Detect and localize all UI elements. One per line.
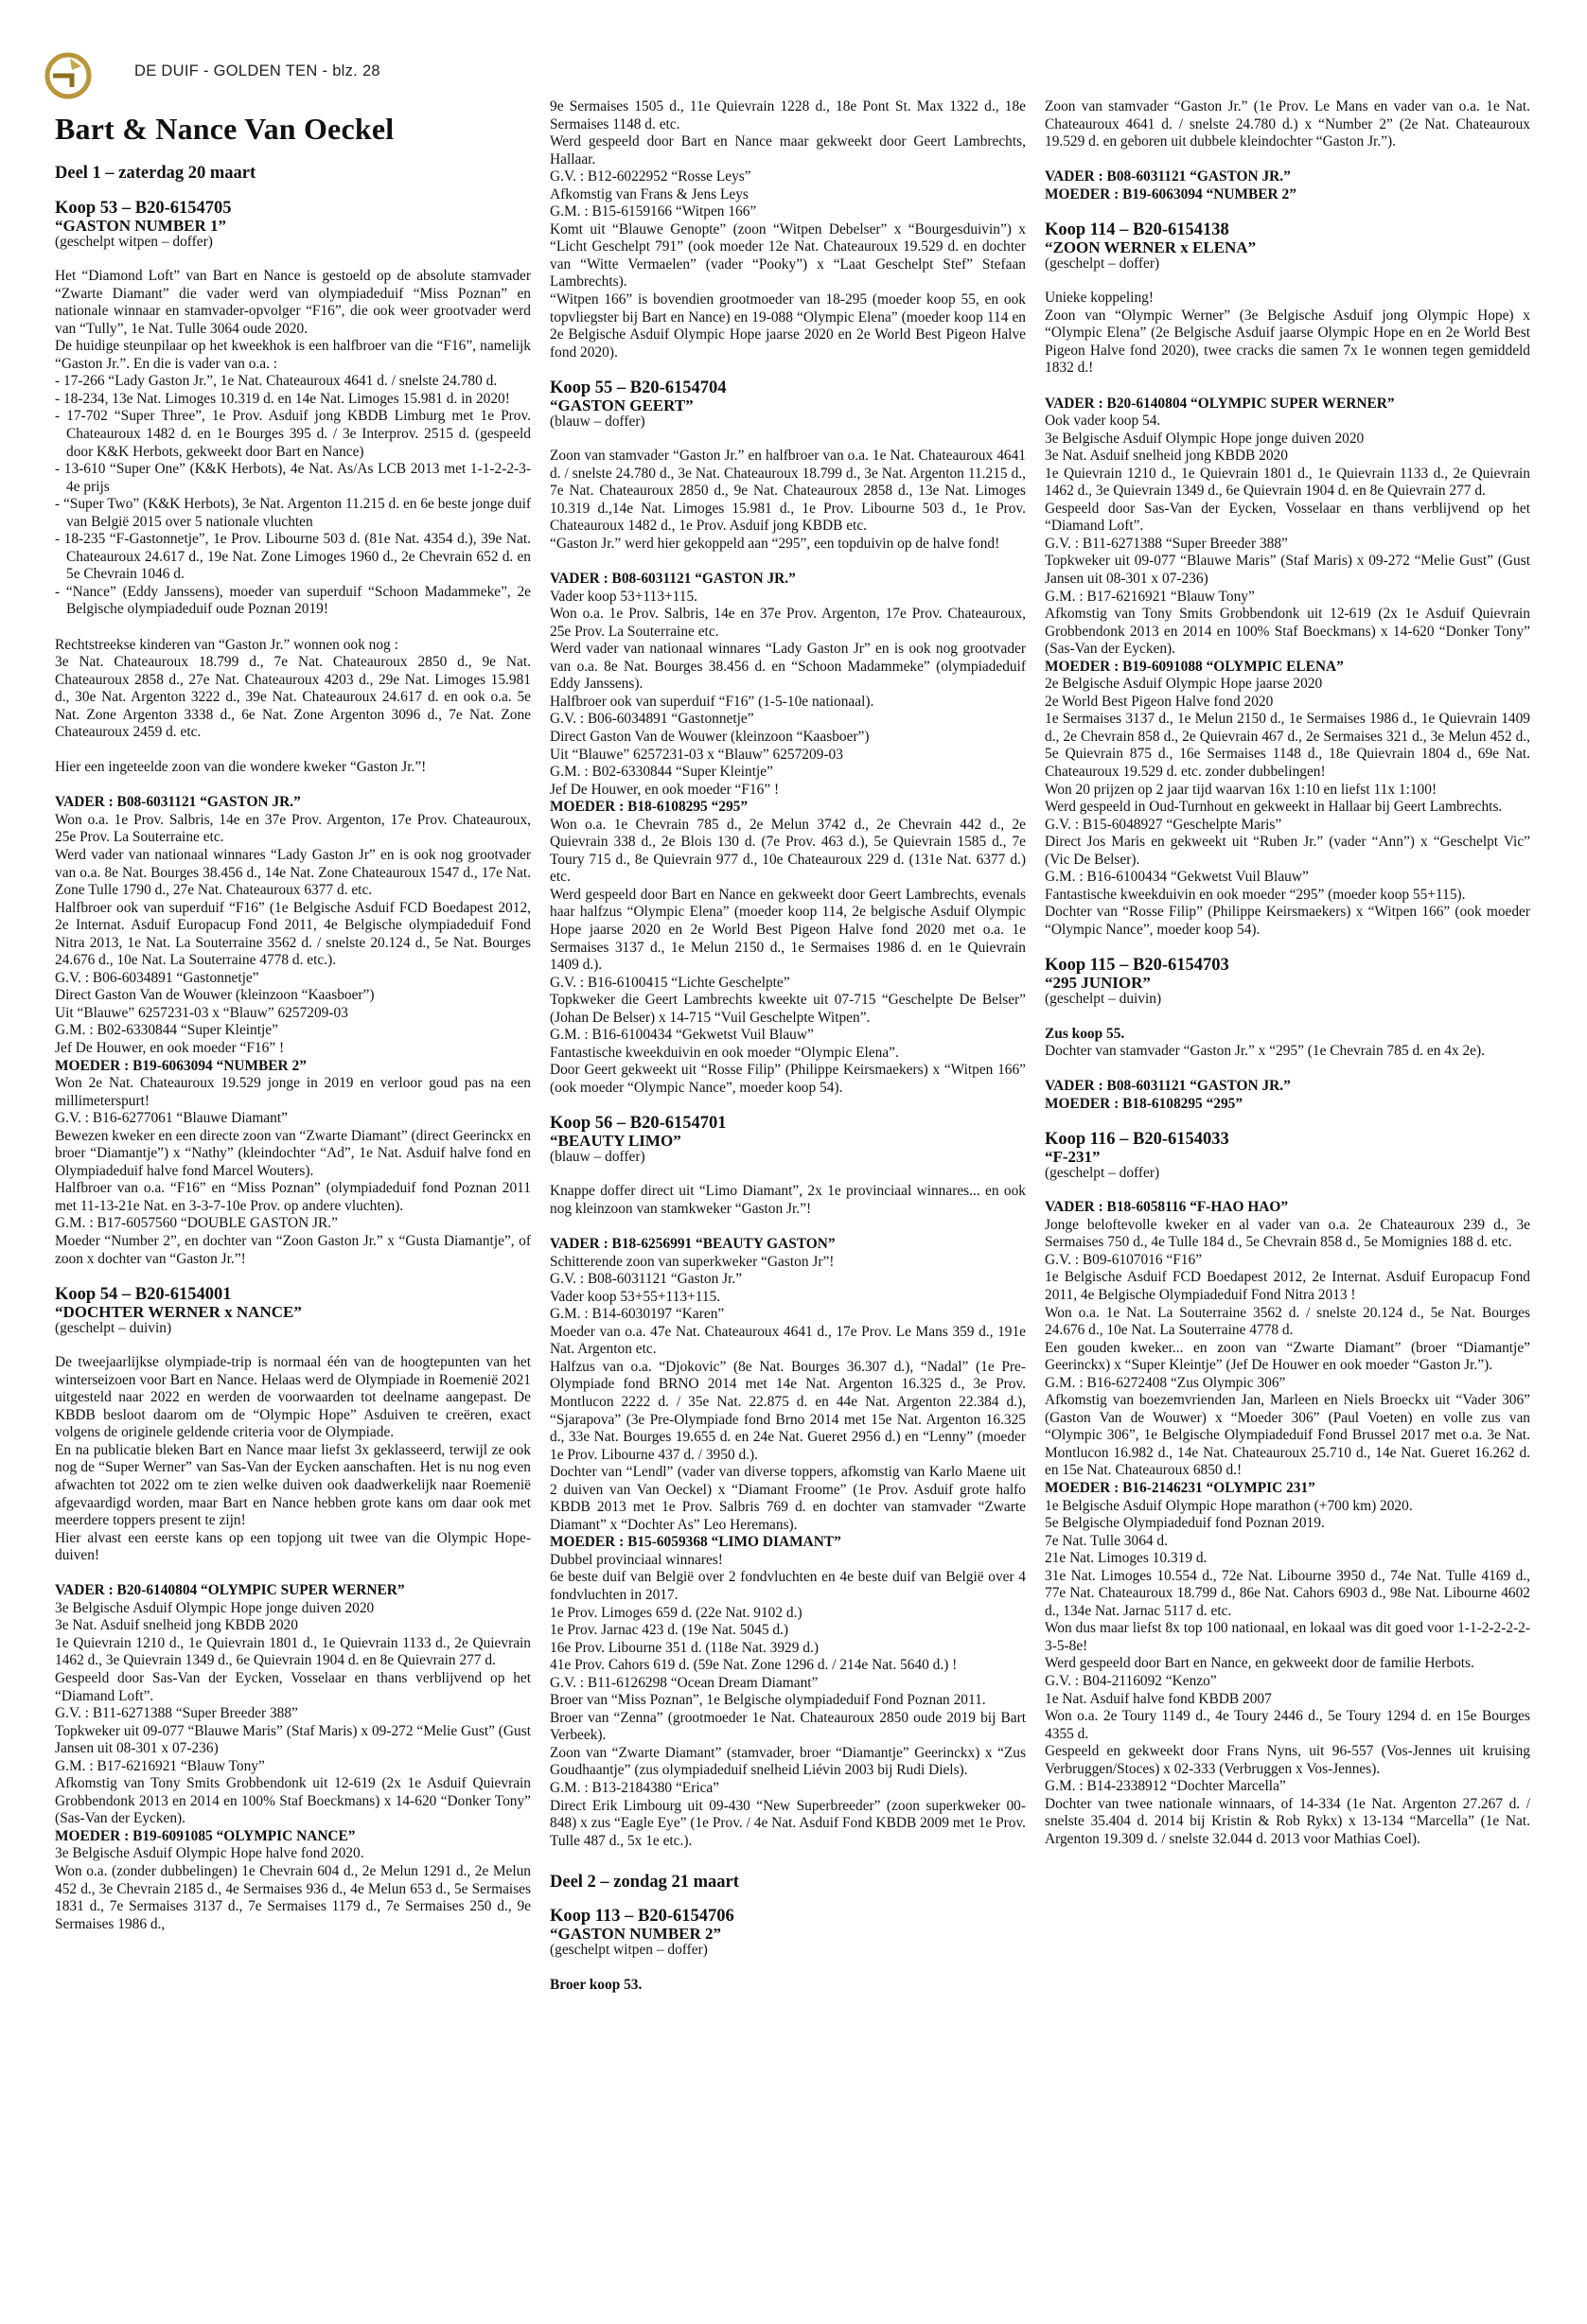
paragraph: Dochter van stamvader “Gaston Jr.” x “295” (1e Chevrain 785 d. en 4x 2e).	[1045, 1043, 1485, 1060]
paragraph: 1e Belgische Asduif Olympic Hope marathon (+700 km) 2020. 5e Belgische Olympiadeduif fond Poznan 2019. 7e Nat. Tulle 3064 d. 21e Nat. Limoges 10.319 d. 31e Nat. Limoges 10.554 d., 72e Nat. Libourne 3950 d., 74e Nat. Tulle 4169 d., 77e Nat. Chateauroux 18.799 d., 86e Nat. Cahors 6903 d., 98e Nat. Libourne 4602 d., 134e Nat. Jarnac 5117 d. etc. Won dus maar liefst 8x top 100 nationaal, en lokaal was dit goed voor 1-1-2-2-2-2-3-5-8e! Werd gespeeld door Bart en Nance, en gekweekt door de familie Herbots. G.V. : B04-2116092 “Kenzo” 1e Nat. Asduif halve fond KBDB 2007 Won o.a. 2e Toury 1149 d., 4e Toury 2446 d., 5e Toury 1294 d. en 15e Bourges 4355 d. Gespeeld en gekweekt door Frans Nyns, uit 96-557 (Vos-Jennes uit kruising Verbruggen/Stoces) x 02-333 (Verbruggen x Vos-Jennes). G.M. : B14-2338912 “Dochter Marcella” Dochter van twee nationale winnaars, of 14-334 (1e Nat. Argenton 27.267 d. / snelste 35.404 d. 2014 bij Kristin & Rob Rykx) x 13-134 “Marcella” (1e Nat. Argenton 19.309 d. / snelste 32.044 d. 2013 voor Mathias Coel).	[1045, 1497, 1530, 1847]
paragraph: Hier een ingeteelde zoon van die wondere kweker “Gaston Jr.”!	[55, 759, 427, 776]
list-item: - 17-266 “Lady Gaston Jr.”, 1e Nat. Chateauroux 4641 d. / snelste 24.780 d.	[55, 373, 498, 390]
list-item: - 18-235 “F-Gastonnetje”, 1e Prov. Libourne 503 d. (81e Nat. 4354 d.), 39e Nat. Chateauroux 24.617 d., 19e Nat. Zone Limoges 1960 d., 2e Chevrain 652 d. en 5e Chevrain 1046 d.	[55, 531, 531, 583]
lot-description: (geschelpt – doffer)	[1045, 255, 1160, 272]
dam-heading: MOEDER : B18-6108295 “295”	[1045, 1095, 1243, 1112]
column-2	[550, 98, 1026, 1994]
paragraph: 9e Sermaises 1505 d., 11e Quievrain 1228 d., 18e Pont St. Max 1322 d., 18e Sermaises 1148 d. etc. Werd gespeeld door Bart en Nance maar gekweekt door Geert Lambrechts, Hallaar. G.V. : B12-6022952 “Rosse Leys” Afkomstig van Frans & Jens Leys G.M. : B15-6159166 “Witpen 166” Komt uit “Blauwe Genopte” (zoon “Witpen Debelser” x “Bourgesduivin”) x “Licht Geschelpt 791” (ook moeder 12e Nat. Chateauroux 19.529 d. en dochter van “Witte Vermaelen” (vader “Pooky”) x “Laat Geschelpt Stef” Stefaan Lambrechts). “Witpen 166” is bovendien grootmoeder van 18-295 (moeder koop 55, en ook topvliegster bij Bart en Nance) en 19-088 “Olympic Elena” (moeder koop 114 en 2e Belgische Asduif Olympic Hope jaarse 2020 en 2e World Best Pigeon Halve fond 2020).	[550, 98, 1026, 361]
paragraph: Rechtstreekse kinderen van “Gaston Jr.” wonnen ook nog : 3e Nat. Chateauroux 18.799 d., 7e Nat. Chateauroux 2850 d., 9e Nat. Chateauroux 2858 d., 27e Nat. Chateauroux 4203 d., 29e Nat. Limoges 15.981 d., 30e Nat. Argenton 3222 d., 39e Nat. Chateauroux 24.617 d. en ook o.a. 5e Nat. Zone Argenton 3338 d., 6e Nat. Zone Argenton 3096 d., 7e Nat. Zone Chateauroux 2459 d. etc.	[55, 636, 531, 741]
header-text: DE DUIF - GOLDEN TEN - blz. 28	[134, 62, 380, 79]
paragraph: Jonge beloftevolle kweker en al vader van o.a. 2e Chateauroux 239 d., 3e Sermaises 750 d., 4e Tulle 184 d., 5e Chevrain 858 d., 5e Momignies 188 d. etc. G.V. : B09-6107016 “F16” 1e Belgische Asduif FCD Boedapest 2012, 2e Internat. Asduif Europacup Fond 2011, 4e Belgische Olympiadeduif Fond Nitra 2013 ! Won o.a. 1e Nat. La Souterraine 3562 d. / snelste 20.124 d., 5e Nat. Bourges 24.676 d., 10e Nat. La Souterraine 4778 d. Een gouden kweker... en zoon van “Zwarte Diamant” (broer “Diamantje” Geerinckx) x “Super Kleintje” (Jef De Houwer en ook moeder “Gaston Jr.”). G.M. : B16-6272408 “Zus Olympic 306” Afkomstig van boezemvrienden Jan, Marleen en Niels Broeckx uit “Vader 306” (Gaston Van de Wouwer) x “Moeder 306” (Paul Voeten) en volle zus van “Olympic 306”, 1e Belgische Olympiadeduif Fond Brussel 2017 met o.a. 3e Nat. Montlucon 16.982 d., 14e Nat. Chateauroux 25.710 d., 14e Nat. Gueret 16.262 d. en 15e Nat. Chateauroux 6850 d.!	[1045, 1216, 1530, 1479]
lot-name: “BEAUTY LIMO”	[550, 1131, 681, 1150]
list-item: - “Nance” (Eddy Janssens), moeder van superduif “Schoon Madammeke”, 2e Belgische olympiadeduif oude Poznan 2019!	[55, 583, 531, 618]
paragraph: Won o.a. 1e Chevrain 785 d., 2e Melun 3742 d., 2e Chevrain 442 d., 2e Quievrain 338 d., 2e Blois 130 d. (7e Prov. 463 d.), 5e Quievrain 1585 d., 7e Toury 715 d., 8e Quievrain 977 d., 10e Chateauroux 229 d. (131e Nat. 6377 d.) etc. Werd gespeeld door Bart en Nance en gekweekt door Geert Lambrechts, evenals haar halfzus “Olympic Elena” (moeder koop 114, 2e belgische Asduif Olympic Hope jaarse 2020 en 2e World Best Pigeon Halve fond 2020 met o.a. 1e Sermaises 3137 d., 1e Melun 2150 d., 1e Sermaises 1986 d. en 1e Quievrain 1409 d.). G.V. : B16-6100415 “Lichte Geschelpte” Topkweker die Geert Lambrechts kweekte uit 07-715 “Geschelpte De Belser” (Johan De Belser) x 14-715 “Vuil Geschelpte Witpen”. G.M. : B16-6100434 “Gekwetst Vuil Blauw” Fantastische kweekduivin en ook moeder “Olympic Elena”. Door Geert gekweekt uit “Rosse Filip” (Philippe Keirsmaekers) x “Witpen 166” (ook moeder “Olympic Nance”, moeder koop 54).	[550, 816, 1026, 1096]
lot-description: (geschelpt witpen – doffer)	[55, 233, 213, 250]
lot-number: Koop 56 – B20-6154701	[550, 1113, 727, 1133]
lot-name: “DOCHTER WERNER x NANCE”	[55, 1302, 302, 1321]
sire-heading: VADER : B18-6256991 “BEAUTY GASTON”	[550, 1236, 836, 1253]
paragraph: Won 2e Nat. Chateauroux 19.529 jonge in 2019 en verloor goud pas na een millimeterspurt! G.V. : B16-6277061 “Blauwe Diamant” Bewezen kweker en een directe zoon van “Zwarte Diamant” (direct Geerinckx en broer “Diamantje”) x “Nathy” (kleindochter “Ad”, 1e Nat. Asduif halve fond en Olympiadeduif halve fond Marcel Wouters). Halfbroer van o.a. “F16” en “Miss Poznan” (olympiadeduif fond Poznan 2011 met 11-13-21e Nat. en 3-3-7-10e Prov. op andere vluchten). G.M. : B17-6057560 “DOUBLE GASTON JR.” Moeder “Number 2”, en dochter van “Zoon Gaston Jr.” x “Gusta Diamantje”, of zoon x dochter van “Gaston Jr.”!	[55, 1075, 531, 1267]
lot-number: Koop 55 – B20-6154704	[550, 378, 727, 397]
paragraph: 3e Belgische Asduif Olympic Hope jonge duiven 2020 3e Nat. Asduif snelheid jong KBDB 2020 1e Quievrain 1210 d., 1e Quievrain 1801 d., 1e Quievrain 1133 d., 2e Quievrain 1462 d., 3e Quievrain 1349 d., 6e Quievrain 1904 d. en 8e Quievrain 277 d. Gespeeld door Sas-Van der Eycken, Vosselaar en thans verblijvend op het “Diamand Loft”. G.V. : B11-6271388 “Super Breeder 388” Topkweker uit 09-077 “Blauwe Maris” (Staf Maris) x 09-272 “Melie Gust” (Gust Jansen uit 08-301 x 07-236) G.M. : B17-6216921 “Blauw Tony” Afkomstig van Tony Smits Grobbendonk uit 12-619 (2x 1e Asduif Quievrain Grobbendonk 2013 en 2014 en 100% Staf Boeckmans) x 14-620 “Donker Tony” (Sas-Van der Eycken).	[55, 1599, 531, 1827]
lot-description: (geschelpt witpen – doffer)	[550, 1942, 708, 1959]
lot-number: Koop 54 – B20-6154001	[55, 1284, 232, 1304]
section-heading: Deel 1 – zaterdag 20 maart	[55, 164, 256, 183]
lot-number: Koop 116 – B20-6154033	[1045, 1129, 1229, 1149]
paragraph: Zus koop 55.	[1045, 1025, 1125, 1042]
sire-heading: VADER : B08-6031121 “GASTON JR.”	[1045, 168, 1291, 185]
column-3	[1045, 98, 1530, 1848]
column-1	[55, 159, 531, 1933]
lot-name: “F-231”	[1045, 1147, 1101, 1166]
list-item: - 17-702 “Super Three”, 1e Prov. Asduif jong KBDB Limburg met 1e Prov. Chateauroux 1482 d. en 1e Bourges 395 d. / 3e Interprov. 2515 d. (gespeeld door K&K Herbots, gekweekt door Bart en Nance)	[55, 408, 531, 460]
paragraph: Vader koop 53+113+115. Won o.a. 1e Prov. Salbris, 14e en 37e Prov. Argenton, 17e Prov. Chateauroux, 25e Prov. La Souterraine etc. Werd vader van nationaal winnares “Lady Gaston Jr” en is ook nog grootvader van o.a. 8e Nat. Bourges 38.456 d. en “Schoon Madammeke” (olympiadeduif Eddy Janssens). Halfbroer ook van superduif “F16” (1-5-10e nationaal). G.V. : B06-6034891 “Gastonnetje” Direct Gaston Van de Wouwer (kleinzoon “Kaasboer”) Uit “Blauwe” 6257231-03 x “Blauw” 6257209-03 G.M. : B02-6330844 “Super Kleintje” Jef De Houwer, en ook moeder “F16” !	[550, 588, 1026, 798]
lot-name: “GASTON NUMBER 2”	[550, 1925, 722, 1944]
paragraph: Knappe doffer direct uit “Limo Diamant”, 2x 1e provinciaal winnares... en ook nog kleinzoon van stamkweker “Gaston Jr.”!	[550, 1183, 1026, 1218]
sire-heading: VADER : B08-6031121 “GASTON JR.”	[550, 571, 796, 588]
dam-heading: MOEDER : B19-6063094 “NUMBER 2”	[1045, 185, 1296, 202]
paragraph: Unieke koppeling! Zoon van “Olympic Werner” (3e Belgische Asduif jong Olympic Hope) x “Olympic Elena” (2e Belgische Asduif jaarse Olympic Hope en en 2e World Best Pigeon Halve fond 2020), twee cracks die samen 7x 1e wonnen tegen gemiddeld 1832 d.!	[1045, 290, 1530, 377]
paragraph: Schitterende zoon van superkweker “Gaston Jr”! G.V. : B08-6031121 “Gaston Jr.” Vader koop 53+55+113+115. G.M. : B14-6030197 “Karen” Moeder van o.a. 47e Nat. Chateauroux 4641 d., 17e Prov. Le Mans 359 d., 191e Nat. Argenton etc. Halfzus van o.a. “Djokovic” (8e Nat. Bourges 36.307 d.), “Nadal” (1e Pre-Olympiade fond BRNO 2014 met 14e Nat. Argenton 16.325 d., 3e Prov. Montlucon 2222 d. / 35e Nat. 22.875 d. en 44e Nat. Argenton 22.384 d.), “Sjarapova” (3e Pre-Olympiade fond Brno 2014 met 15e Nat. Argenton 16.325 d., 33e Nat. Bourges 19.655 d. en 24e Nat. Gueret 2956 d.) en “Lenny” (moeder 1e Prov. Libourne 437 d. / 3950 d.). Dochter van “Lendl” (vader van diverse toppers, afkomstig van Karlo Maene uit 2 duiven van Van Oeckel) x “Diamant Froome” (1e Prov. Asduif grote halfo KBDB 2013 met 1e Prov. Salbris 769 d. en dochter van stamvader “Zwarte Diamant” x “Dochter As” Leo Heremans).	[550, 1253, 1026, 1533]
lot-description: (blauw – doffer)	[550, 1148, 645, 1165]
section-heading: Deel 2 – zondag 21 maart	[550, 1872, 739, 1892]
list-item: - 13-610 “Super One” (K&K Herbots), 4e Nat. As/As LCB 2013 met 1-1-2-2-3-4e prijs	[55, 461, 531, 495]
dam-heading: MOEDER : B15-6059368 “LIMO DIAMANT”	[550, 1534, 841, 1551]
paragraph: Het “Diamond Loft” van Bart en Nance is gestoeld op de absolute stamvader “Zwarte Diamant” die vader werd van olympiadeduif “Miss Poznan” en nationale winnaar en stamvader-opvolger “F16”, die ook weer grootvader werd van “Tully”, 1e Nat. Tulle 3064 oude 2020. De huidige steunpilaar op het kweekhok is een halfbroer van die “F16”, namelijk “Gaston Jr.”. En die is vader van o.a. :	[55, 268, 531, 372]
lot-name: “295 JUNIOR”	[1045, 973, 1151, 992]
lot-number: Koop 114 – B20-6154138	[1045, 220, 1229, 239]
paragraph: Zoon van stamvader “Gaston Jr.” en halfbroer van o.a. 1e Nat. Chateauroux 4641 d. / snelste 24.780 d., 3e Nat. Chateauroux 18.799 d., 3e Nat. Argenton 11.215 d., 7e Nat. Chateauroux 2850 d., 9e Nat. Chateauroux 2858 d., 13e Nat. Limoges 10.319 d.,14e Nat. Limoges 15.981 d., 1e Prov. Libourne 503 d., 1e Prov. Chateauroux 1482 d., 1e Prov. Asduif jong KBDB etc. “Gaston Jr.” werd hier gekoppeld aan “295”, een topduivin op de halve fond!	[550, 448, 1026, 552]
lot-description: (blauw – doffer)	[550, 413, 645, 430]
dam-heading: MOEDER : B19-6063094 “NUMBER 2”	[55, 1057, 307, 1074]
sire-heading: VADER : B20-6140804 “OLYMPIC SUPER WERNER”	[55, 1582, 405, 1599]
sire-heading: VADER : B20-6140804 “OLYMPIC SUPER WERNER”	[1045, 395, 1395, 412]
sire-heading: VADER : B08-6031121 “GASTON JR.”	[55, 794, 301, 811]
dam-heading: MOEDER : B19-6091088 “OLYMPIC ELENA”	[1045, 658, 1344, 675]
list-item: - “Super Two” (K&K Herbots), 3e Nat. Argenton 11.215 d. en 6e beste jonge duif van België 2015 over 5 nationale vluchten	[55, 496, 531, 530]
paragraph: Won o.a. 1e Prov. Salbris, 14e en 37e Prov. Argenton, 17e Prov. Chateauroux, 25e Prov. La Souterraine etc. Werd vader van nationaal winnares “Lady Gaston Jr” en is ook nog grootvader van o.a. 8e Nat. Bourges 38.456 d., 14e Nat. Zone Chateauroux 1547 d., 17e Nat. Zone Tulle 1790 d., 27e Nat. Chateauroux 6377 d. etc. Halfbroer ook van superduif “F16” (1e Belgische Asduif FCD Boedapest 2012, 2e Internat. Asduif Europacup Fond 2011, 4e Belgische olympiadeduif Fond Nitra 2013, 1e Nat. La Souterraine 3562 d. / snelste 20.124 d., 5e Nat. Bourges 24.676 d., 10e Nat. La Souterraine 4778 d. etc.). G.V. : B06-6034891 “Gastonnetje” Direct Gaston Van de Wouwer (kleinzoon “Kaasboer”) Uit “Blauwe” 6257231-03 x “Blauw” 6257209-03 G.M. : B02-6330844 “Super Kleintje” Jef De Houwer, en ook moeder “F16” !	[55, 811, 531, 1057]
paragraph: 3e Belgische Asduif Olympic Hope halve fond 2020. Won o.a. (zonder dubbelingen) 1e Chevrain 604 d., 2e Melun 1291 d., 2e Melun 452 d., 3e Chevrain 2185 d., 4e Sermaises 936 d., 4e Melun 653 d., 5e Sermaises 1831 d., 7e Sermaises 3137 d., 7e Sermaises 1179 d., 7e Sermaises 250 d., 9e Sermaises 1986 d.,	[55, 1845, 531, 1932]
paragraph: De tweejaarlijkse olympiade-trip is normaal één van de hoogtepunten van het winterseizoen voor Bart en Nance. Helaas werd de Olympiade in Roemenië 2021 uitgesteld naar 2022 en werden de voorwaarden tot deelname aangepast. De KBDB besloot daarom om de “Olympic Hope” Asduiven te creëren, exact volgens de originele geldende criteria voor de Olympiade. En na publicatie bleken Bart en Nance maar liefst 3x geklasseerd, terwijl ze ook nog de “Super Werner” van Sas-Van der Eycken aanschaften. Het is nu nog even afwachten tot 2022 om te zien welke duiven ook daadwerkelijk naar Roemenië afgevaardigd worden, maar Bart en Nance hebben grote kans om daar ook met meerdere toppers present te zijn! Hier alvast een eerste kans op een topjong uit twee van die Olympic Hope-duiven!	[55, 1354, 531, 1564]
article-title: Bart & Nance Van Oeckel	[55, 112, 395, 146]
dam-heading: MOEDER : B16-2146231 “OLYMPIC 231”	[1045, 1480, 1315, 1496]
lot-description: (geschelpt – duivin)	[55, 1319, 172, 1336]
lot-number: Koop 115 – B20-6154703	[1045, 955, 1229, 975]
paragraph: Broer koop 53.	[550, 1976, 643, 1993]
paragraph: 2e Belgische Asduif Olympic Hope jaarse 2020 2e World Best Pigeon Halve fond 2020 1e Sermaises 3137 d., 1e Melun 2150 d., 1e Sermaises 1986 d., 1e Quievrain 1409 d., 2e Chevrain 858 d., 2e Quievrain 467 d., 2e Sermaises 321 d., 3e Melun 452 d., 5e Quievrain 875 d., 16e Sermaises 1148 d., 18e Quievrain 1804 d., 69e Nat. Chateauroux 19.529 d. etc. zonder dubbelingen! Won 20 prijzen op 2 jaar tijd waarvan 16x 1:10 en liefst 11x 1:100! Werd gespeeld in Oud-Turnhout en gekweekt in Hallaar bij Geert Lambrechts. G.V. : B15-6048927 “Geschelpte Maris” Direct Jos Maris en gekweekt uit “Ruben Jr.” (vader “Ann”) x “Geschelpt Vic” (Vic De Belser). G.M. : B16-6100434 “Gekwetst Vuil Blauw” Fantastische kweekduivin en ook moeder “295” (moeder koop 55+115). Dochter van “Rosse Filip” (Philippe Keirsmaekers) x “Witpen 166” (ook moeder “Olympic Nance”, moeder koop 54).	[1045, 676, 1530, 938]
sire-heading: VADER : B08-6031121 “GASTON JR.”	[1045, 1078, 1291, 1095]
paragraph: Zoon van stamvader “Gaston Jr.” (1e Prov. Le Mans en vader van o.a. 1e Nat. Chateauroux 4641 d. / snelste 24.780 d.) x “Number 2” (2e Nat. Chateauroux 19.529 d. en geboren uit dubbele kleindochter “Gaston Jr.”).	[1045, 98, 1530, 150]
lot-name: “GASTON GEERT”	[550, 396, 694, 414]
dam-heading: MOEDER : B18-6108295 “295”	[550, 799, 749, 816]
lot-description: (geschelpt – doffer)	[1045, 1164, 1160, 1181]
paragraph: Dubbel provinciaal winnares! 6e beste duif van België over 2 fondvluchten en 4e beste duif van België over 4 fondvluchten in 2017. 1e Prov. Limoges 659 d. (22e Nat. 9102 d.) 1e Prov. Jarnac 423 d. (19e Nat. 5045 d.) 16e Prov. Libourne 351 d. (118e Nat. 3929 d.) 41e Prov. Cahors 619 d. (59e Nat. Zone 1296 d. / 214e Nat. 5640 d.) ! G.V. : B11-6126298 “Ocean Dream Diamant” Broer van “Miss Poznan”, 1e Belgische olympiadeduif Fond Poznan 2011. Broer van “Zenna” (grootmoeder 1e Nat. Chateauroux 2850 oude 2019 bij Bart Verbeek). Zoon van “Zwarte Diamant” (stamvader, broer “Diamantje” Geerinckx) x “Zus Goudhaantje” (zus olympiadeduif snelheid Liévin 2003 bij Rudi Diels). G.M. : B13-2184380 “Erica” Direct Erik Limbourg uit 09-430 “New Superbreeder” (zoon superkweker 00-848) x zus “Eagle Eye” (1e Prov. / 4e Nat. Asduif Fond KBDB 2009 met 1e Prov. Tulle 487 d., 5x 1e etc.).	[550, 1551, 1026, 1849]
list-item: - 18-234, 13e Nat. Limoges 10.319 d. en 14e Nat. Limoges 15.981 d. in 2020!	[55, 390, 510, 407]
lot-description: (geschelpt – duivin)	[1045, 990, 1162, 1007]
logo-icon	[44, 51, 93, 100]
lot-number: Koop 53 – B20-6154705	[55, 198, 232, 218]
lot-name: “ZOON WERNER x ELENA”	[1045, 238, 1257, 256]
lot-number: Koop 113 – B20-6154706	[550, 1907, 734, 1927]
dam-heading: MOEDER : B19-6091085 “OLYMPIC NANCE”	[55, 1827, 356, 1844]
page-header	[44, 55, 517, 93]
sire-heading: VADER : B18-6058116 “F-HAO HAO”	[1045, 1199, 1289, 1216]
paragraph: Ook vader koop 54. 3e Belgische Asduif Olympic Hope jonge duiven 2020 3e Nat. Asduif snelheid jong KBDB 2020 1e Quievrain 1210 d., 1e Quievrain 1801 d., 1e Quievrain 1133 d., 2e Quievrain 1462 d., 3e Quievrain 1349 d., 6e Quievrain 1904 d. en 8e Quievrain 277 d. Gespeeld door Sas-Van der Eycken, Vosselaar en thans verblijvend op het “Diamand Loft”. G.V. : B11-6271388 “Super Breeder 388” Topkweker uit 09-077 “Blauwe Maris” (Staf Maris) x 09-272 “Melie Gust” (Gust Jansen uit 08-301 x 07-236) G.M. : B17-6216921 “Blauw Tony” Afkomstig van Tony Smits Grobbendonk uit 12-619 (2x 1e Asduif Quievrain Grobbendonk 2013 en 2014 en 100% Staf Boeckmans) x 14-620 “Donker Tony” (Sas-Van der Eycken).	[1045, 413, 1530, 658]
lot-name: “GASTON NUMBER 1”	[55, 216, 227, 235]
